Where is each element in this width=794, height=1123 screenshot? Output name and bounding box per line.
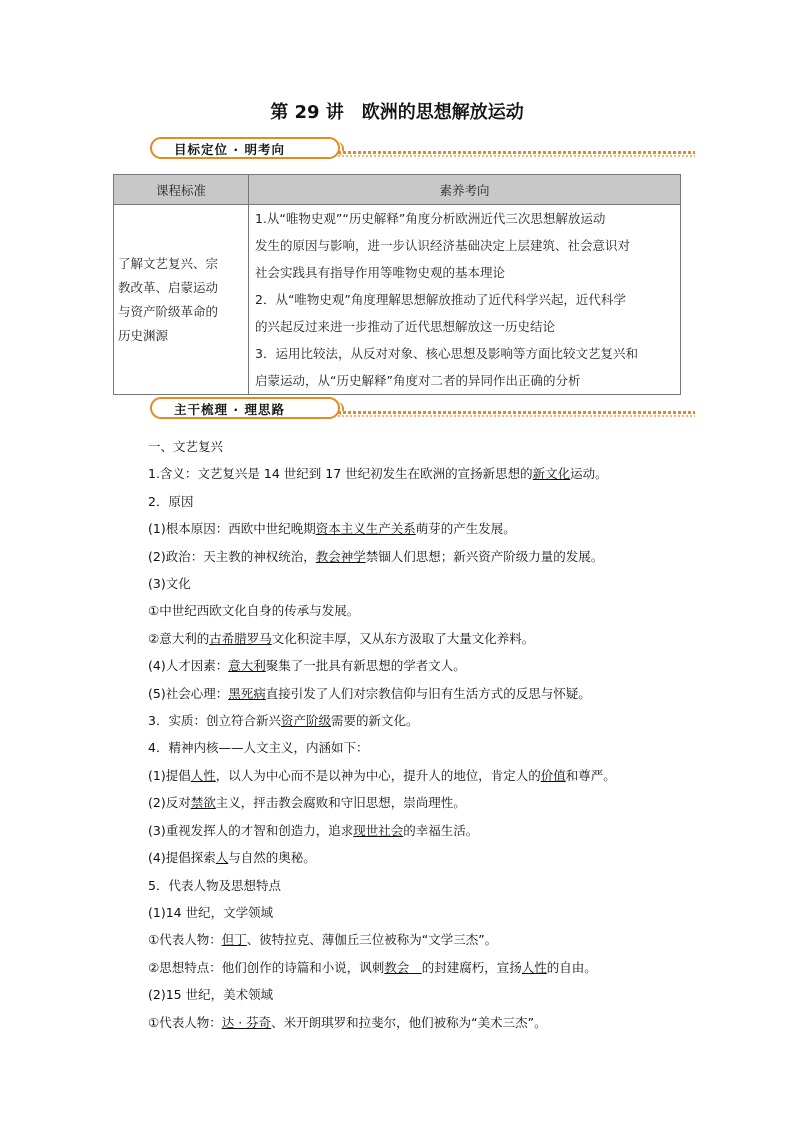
answer-blank: 意大利 [228,658,266,674]
outline-line [148,981,708,1008]
text-segment: (3)重视发挥人的才智和创造力，追求 [148,822,354,838]
literacy-line: 发生的原因与影响，进一步认识经济基础决定上层建筑、社会意识对 [255,238,631,253]
text-segment: (2)15 世纪，美术领域 [148,987,274,1003]
text-segment: (2)反对 [148,795,191,811]
answer-blank: 黑死病 [228,685,266,701]
table-header-standard: 课程标准 [114,175,249,205]
text-segment: 的幸福生活。 [403,822,479,838]
text-segment: ②意大利的 [148,630,210,646]
outline-line [148,625,708,652]
page-title: 第 29 讲 欧洲的思想解放运动 [270,102,524,123]
text-segment: 4．精神内核——人文主义，内涵如下： [148,740,369,756]
banner-label: 主干梳理 · 理思路 [150,397,340,419]
text-segment: (2)政治：天主教的神权统治， [148,548,316,564]
answer-blank: 古希腊罗马 [209,630,272,646]
text-segment: ②思想特点：他们创作的诗篇和小说，讽刺 [148,959,385,975]
outline-line [148,488,708,515]
answer-blank: 达 · 芬奇 [221,1014,272,1030]
answer-blank: 资产阶级 [280,713,331,729]
text-segment: (4)人才因素： [148,658,229,674]
text-segment: 直接引发了人们对宗教信仰与旧有生活方式的反思与怀疑。 [265,685,591,701]
literacy-line: 社会实践具有指导作用等唯物史观的基本理论 [255,265,506,280]
outline-line [148,734,708,761]
standard-cell [114,205,249,395]
text-segment: (3)文化 [148,576,191,592]
outline-line [148,789,708,816]
text-segment: 5．代表人物及思想特点 [148,877,281,893]
banner-divider [338,411,695,414]
literacy-line: 的兴起反过来进一步推动了近代思想解放这一历史结论 [255,319,556,334]
answer-blank: 资本主义生产关系 [315,521,416,537]
text-segment: (1)提倡 [148,767,191,783]
outline-line [148,844,708,871]
text-segment: (4)提倡探索 [148,850,216,866]
text-segment: ①代表人物： [148,1014,222,1030]
answer-blank: 人性 [190,767,216,783]
text-segment: 主义，抨击教会腐败和守旧思想，崇尚理性。 [215,795,466,811]
text-segment: 的封建腐朽，宣扬 [421,959,522,975]
answer-blank: 现世社会 [353,822,404,838]
text-segment: ，以人为中心而不是以神为中心，提升人的地位，肯定人的 [215,767,541,783]
text-segment: (5)社会心理： [148,685,229,701]
outline-line [148,954,708,981]
outline-line [148,570,708,597]
literacy-cell [249,205,681,395]
text-segment: 3．实质：创立符合新兴 [148,713,281,729]
answer-blank: 教会 [384,959,422,975]
text-segment: 一、文艺复兴 [148,439,224,454]
outline-line [148,515,708,542]
outline-line [148,433,708,460]
text-segment: 与自然的奥秘。 [228,850,316,866]
answer-blank: 但丁 [221,932,247,948]
answer-blank: 人 [215,850,229,866]
banner-divider [338,415,695,417]
standard-line: 了解文艺复兴、宗 [118,255,219,271]
literacy-line: 1.从“唯物史观”“历史解释”角度分析欧洲近代三次思想解放运动 [255,211,606,226]
text-segment: 文化积淀丰厚，又从东方汲取了大量文化养料。 [271,630,535,646]
answer-blank: 教会神学 [315,548,366,564]
outline-line [148,872,708,899]
outline-line [148,460,708,487]
goals-table [113,174,681,395]
text-segment: 和尊严。 [565,767,616,783]
answer-blank: 价值 [540,767,566,783]
text-segment: (1)根本原因：西欧中世纪晚期 [148,521,316,537]
text-segment: (1)14 世纪，文学领域 [148,904,274,920]
outline-line [148,597,708,624]
text-segment: ①中世纪西欧文化自身的传承与发展。 [148,603,360,619]
text-segment: 2．原因 [148,493,194,509]
outline-line [148,926,708,953]
answer-blank: 新文化 [532,466,571,482]
text-segment: 萌芽的产生发展。 [415,521,516,537]
literacy-line: 启蒙运动，从“历史解释”角度对二者的异同作出正确的分析 [255,373,581,388]
text-segment: 的自由。 [546,959,597,975]
standard-line: 教改革、启蒙运动 [118,279,219,295]
text-segment: 1.含义：文艺复兴是 14 世纪到 17 世纪初发生在欧洲的宣扬新思想的 [148,466,533,482]
outline-line [148,707,708,734]
banner-divider [338,155,695,157]
outline-line [148,817,708,844]
literacy-line: 3．运用比较法，从反对对象、核心思想及影响等方面比较文艺复兴和 [255,346,638,361]
banner-divider [338,151,695,154]
outline-line [148,680,708,707]
literacy-line: 2．从“唯物史观”角度理解思想解放推动了近代科学兴起，近代科学 [255,292,626,307]
text-segment: 、米开朗琪罗和拉斐尔，他们被称为“美术三杰”。 [271,1014,547,1030]
standard-line: 历史渊源 [118,327,169,343]
outline-line [148,899,708,926]
answer-blank: 禁欲 [190,795,216,811]
section-banner-outline [150,397,695,423]
section-banner-goals [150,137,695,163]
text-segment: 聚集了一批具有新思想的学者文人。 [265,658,466,674]
text-segment: 禁锢人们思想；新兴资产阶级力量的发展。 [365,548,604,564]
text-segment: ①代表人物： [148,932,222,948]
banner-label: 目标定位 · 明考向 [150,137,340,159]
outline-line [148,652,708,679]
table-header-literacy: 素养考向 [249,175,681,205]
outline-line [148,543,708,570]
text-segment: 、彼特拉克、薄伽丘三位被称为“文学三杰”。 [246,932,498,948]
answer-blank: 人性 [521,959,547,975]
standard-line: 与资产阶级革命的 [118,303,219,319]
outline-line [148,762,708,789]
text-segment: 需要的新文化。 [330,713,419,729]
text-segment: 运动。 [570,466,608,482]
outline-line [148,1009,708,1036]
outline-body [148,433,708,1036]
